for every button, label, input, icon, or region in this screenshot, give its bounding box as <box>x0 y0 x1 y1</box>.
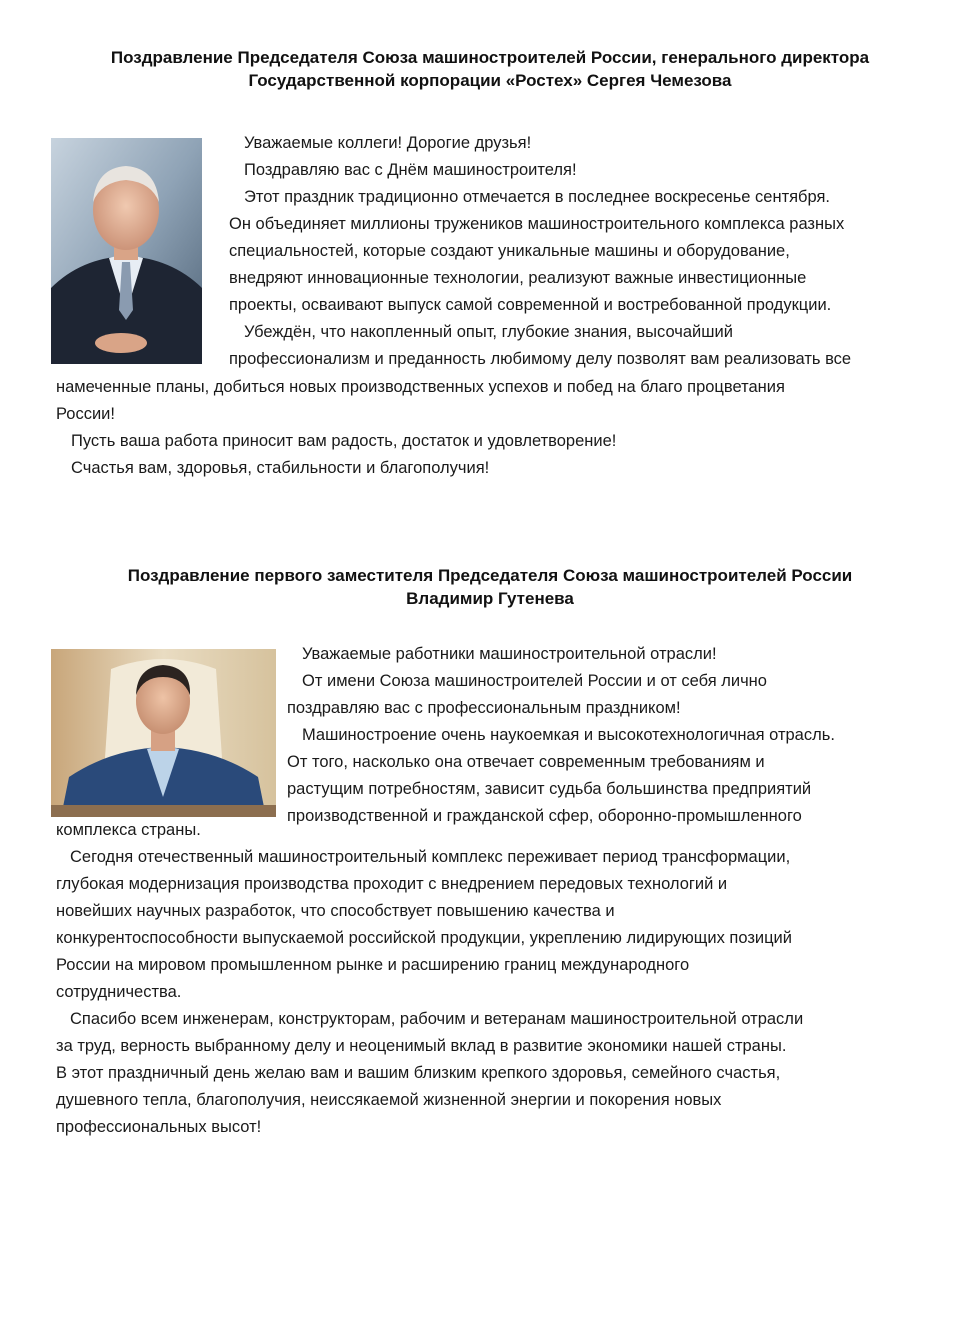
paragraph-line: намеченные планы, добиться новых производственных успехов и побед на благо процветания <box>56 378 785 396</box>
paragraph-line: Убеждён, что накопленный опыт, глубокие знания, высочайший <box>244 323 733 341</box>
section1-text-beside-photo <box>229 130 851 373</box>
section2-title-line1: Поздравление первого заместителя Председателя Союза машиностроителей России <box>127 566 853 585</box>
section2-text-full-width <box>56 817 803 1141</box>
section2-title <box>40 564 940 610</box>
section1-title-line1: Поздравление Председателя Союза машиностроителей России, генерального директора <box>110 48 870 67</box>
paragraph-line: душевного тепла, благополучия, неиссякаемой жизненной энергии и покорения новых <box>56 1091 722 1109</box>
paragraph-line: поздравляю вас с профессиональным праздником! <box>287 699 681 717</box>
section1-text-full-width <box>56 374 785 482</box>
paragraph-line: России на мировом промышленном рынке и расширению границ международного <box>56 956 690 974</box>
paragraph-line: От имени Союза машиностроителей России и от себя лично <box>302 672 767 690</box>
paragraph-line: Машиностроение очень наукоемкая и высокотехнологичная отрасль. <box>302 726 835 744</box>
gutenev-portrait-photo <box>51 649 276 817</box>
paragraph-line: сотрудничества. <box>56 983 182 1001</box>
paragraph-line: Он объединяет миллионы тружеников машиностроительного комплекса разных <box>229 215 845 233</box>
chemezov-portrait-photo <box>51 138 202 364</box>
paragraph-line: глубокая модернизация производства проходит с внедрением передовых технологий и <box>56 875 728 893</box>
section1-title-line2: Государственной корпорации «Ростех» Сергея Чемезова <box>248 71 732 90</box>
paragraph-line: В этот праздничный день желаю вам и вашим близким крепкого здоровья, семейного счастья, <box>56 1064 781 1082</box>
paragraph-line: Счастья вам, здоровья, стабильности и благополучия! <box>71 459 490 477</box>
paragraph-line: производственной и гражданской сфер, оборонно-промышленного <box>287 807 802 825</box>
paragraph-line: Спасибо всем инженерам, конструкторам, рабочим и ветеранам машиностроительной отрасли <box>70 1010 804 1028</box>
paragraph-line: России! <box>56 405 115 423</box>
paragraph-line: внедряют инновационные технологии, реализуют важные инвестиционные <box>229 269 807 287</box>
paragraph-line: Этот праздник традиционно отмечается в последнее воскресенье сентября. <box>244 188 831 206</box>
section2-text-beside-photo <box>287 641 835 830</box>
paragraph-line: профессионализм и преданность любимому делу позволят вам реализовать все <box>229 350 852 368</box>
paragraph-line: От того, насколько она отвечает современным требованиям и <box>287 753 765 771</box>
section1-title <box>40 46 940 92</box>
paragraph-line: растущим потребностям, зависит судьба большинства предприятий <box>287 780 812 798</box>
paragraph-line: новейших научных разработок, что способствует повышению качества и <box>56 902 615 920</box>
paragraph-line: Уважаемые работники машиностроительной отрасли! <box>302 645 717 663</box>
paragraph-line: за труд, верность выбранному делу и неоценимый вклад в развитие экономики нашей страны. <box>56 1037 787 1055</box>
paragraph-line: Уважаемые коллеги! Дорогие друзья! <box>244 134 532 152</box>
paragraph-line: Поздравляю вас с Днём машиностроителя! <box>244 161 577 179</box>
paragraph-line: Пусть ваша работа приносит вам радость, достаток и удовлетворение! <box>71 432 617 450</box>
paragraph-line: конкурентоспособности выпускаемой российской продукции, укреплению лидирующих позиций <box>56 929 792 947</box>
paragraph-line: комплекса страны. <box>56 821 201 839</box>
paragraph-line: специальностей, которые создают уникальные машины и оборудование, <box>229 242 790 260</box>
section2-title-line2: Владимир Гутенева <box>406 589 574 608</box>
paragraph-line: Сегодня отечественный машиностроительный комплекс переживает период трансформации, <box>70 848 791 866</box>
paragraph-line: проекты, осваивают выпуск самой современной и востребованной продукции. <box>229 296 832 314</box>
paragraph-line: профессиональных высот! <box>56 1118 262 1136</box>
